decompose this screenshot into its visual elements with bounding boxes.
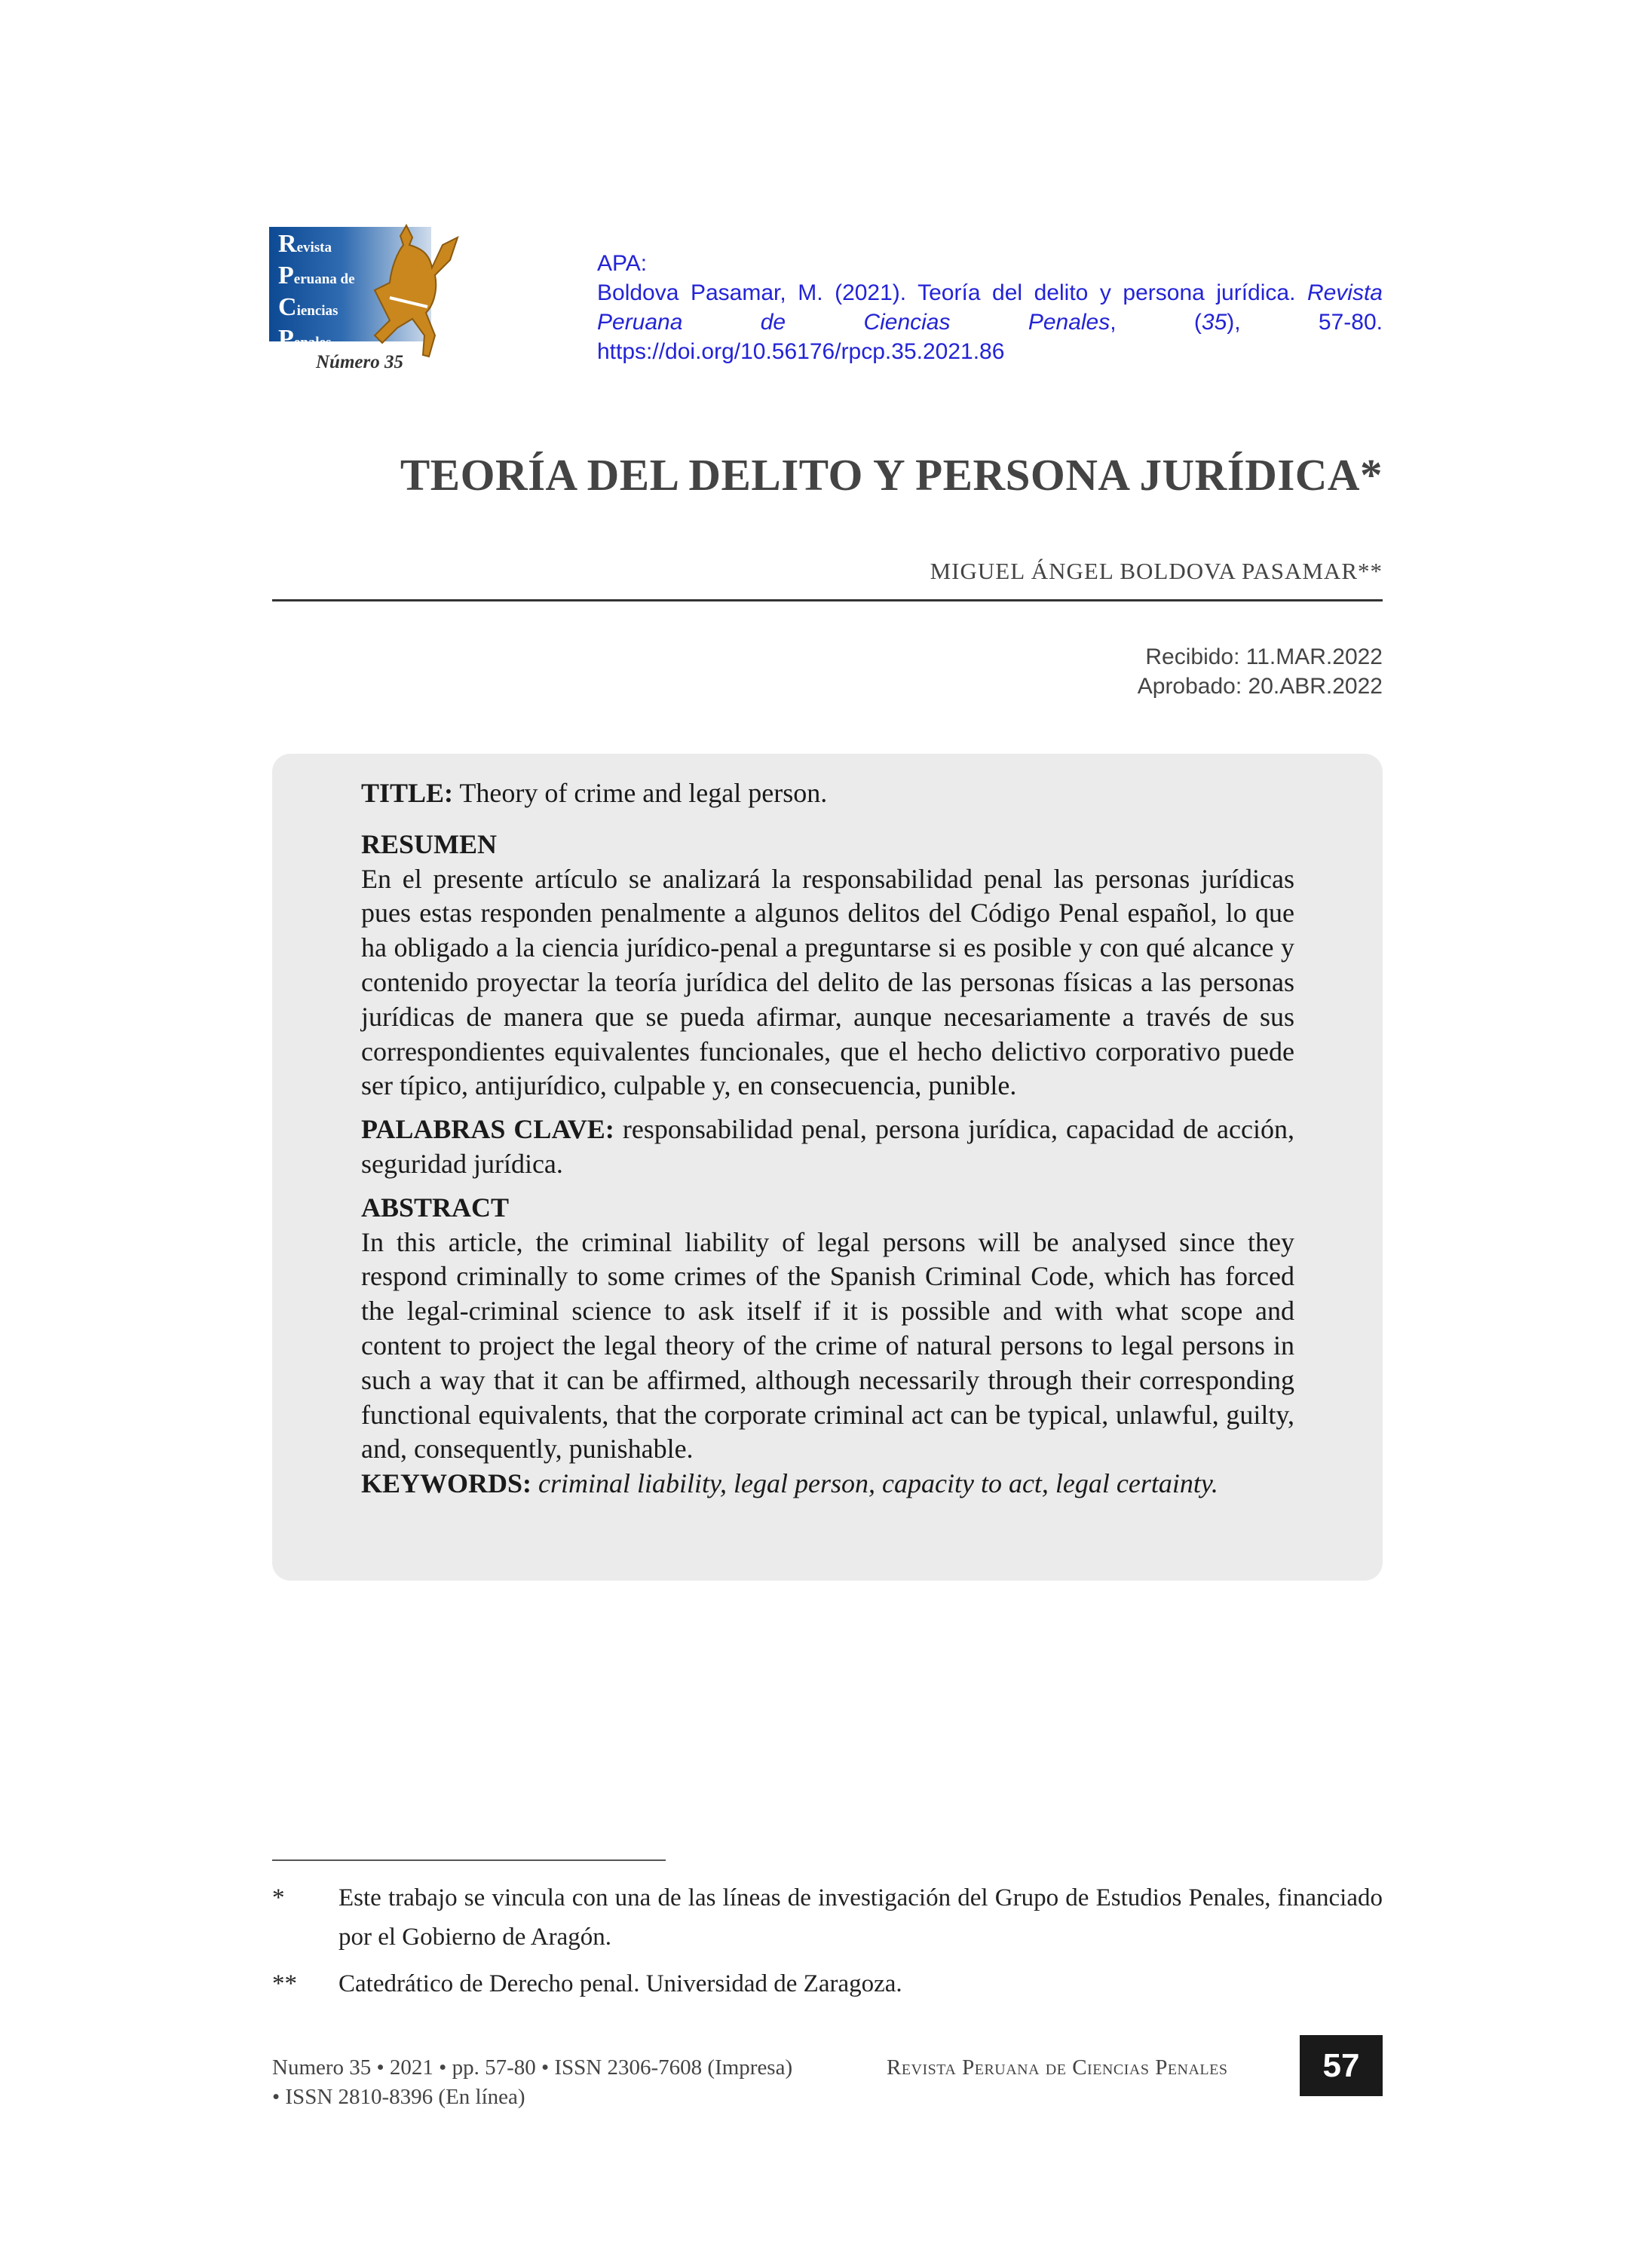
doi-link[interactable]: https://doi.org/10.56176/rpcp.35.2021.86 xyxy=(597,339,1005,364)
received-date: Recibido: 11.MAR.2022 xyxy=(1145,644,1383,669)
issue-number: Número 35 xyxy=(316,352,403,372)
footer-journal-name: Revista Peruana de Ciencias Penales xyxy=(887,2055,1228,2080)
page-number: 57 xyxy=(1300,2035,1383,2096)
footnote-1: * Este trabajo se vincula con una de las líneas de investigación del Grupo de Estudios Penales, financiado por el Gobierno de Aragón. xyxy=(272,1884,1383,1951)
journal-logo xyxy=(269,222,473,381)
keywords: KEYWORDS: criminal liability, legal person, capacity to act, legal certainty. xyxy=(361,1468,1218,1499)
abstract-heading: ABSTRACT xyxy=(361,1192,510,1223)
resumen-heading: RESUMEN xyxy=(361,828,498,859)
apa-citation xyxy=(597,249,1383,366)
resumen-text: En el presente artículo se analizará la responsabilidad penal las personas jurídicas pues estas responden penalmente a algunos delitos del Código Penal español, lo que ha obligado a la ciencia jurídico-penal a preguntarse si es posible y con qué alcance y contenido proyectar la teoría jurídica del delito de las personas físicas a las personas jurídicas de manera que se pueda afirmar, aunque necesariamente a través de sus correspondientes equivalentes funcionales, que el hecho delictivo corporativo puede ser típico, antijurídico, culpable y, en consecuencia, punible. xyxy=(361,863,1294,1101)
footnote-divider xyxy=(272,1859,666,1861)
abstract-content xyxy=(361,776,1294,1501)
title-divider xyxy=(272,599,1383,601)
apa-citation-text: Boldova Pasamar, M. (2021). Teoría del delito y persona jurídica. Revista Peruana de Ciencias Penales, (35), 57-80. https://doi.org/10.56176/rpcp.35.2021.86 xyxy=(597,278,1383,366)
footer-issue-info: Numero 35 • 2021 • pp. 57-80 • ISSN 2306-7608 (Impresa) xyxy=(272,2055,793,2080)
article-title: TEORÍA DEL DELITO Y PERSONA JURÍDICA* xyxy=(400,450,1383,500)
logo-text: Revista Peruana de Ciencias Penales xyxy=(278,230,355,353)
apa-label: APA: xyxy=(597,251,648,276)
warrior-figure-icon xyxy=(360,222,465,358)
article-author: MIGUEL ÁNGEL BOLDOVA PASAMAR** xyxy=(930,558,1383,584)
abstract-text: In this article, the criminal liability of legal persons will be analysed since they respond criminally to some crimes of the Spanish Criminal Code, which has forced the legal-criminal science to ask itself if it is possible and with what scope and content to project the legal theory of the crime of natural persons to legal persons in such a way that it can be affirmed, although necessarily through their corresponding functional equivalents, that the corporate criminal act can be typical, unlawful, guilty, and, consequently, punishable. xyxy=(361,1226,1294,1465)
english-title: TITLE: Theory of crime and legal person. xyxy=(361,778,828,808)
article-dates xyxy=(905,642,1383,701)
approved-date: Aprobado: 20.ABR.2022 xyxy=(1137,674,1383,699)
footer-issn-online: • ISSN 2810-8396 (En línea) xyxy=(272,2085,525,2109)
footnote-2: ** Catedrático de Derecho penal. Universidad de Zaragoza. xyxy=(272,1970,902,1997)
palabras-clave: PALABRAS CLAVE: responsabilidad penal, persona jurídica, capacidad de acción, seguridad jurídica. xyxy=(361,1114,1294,1179)
